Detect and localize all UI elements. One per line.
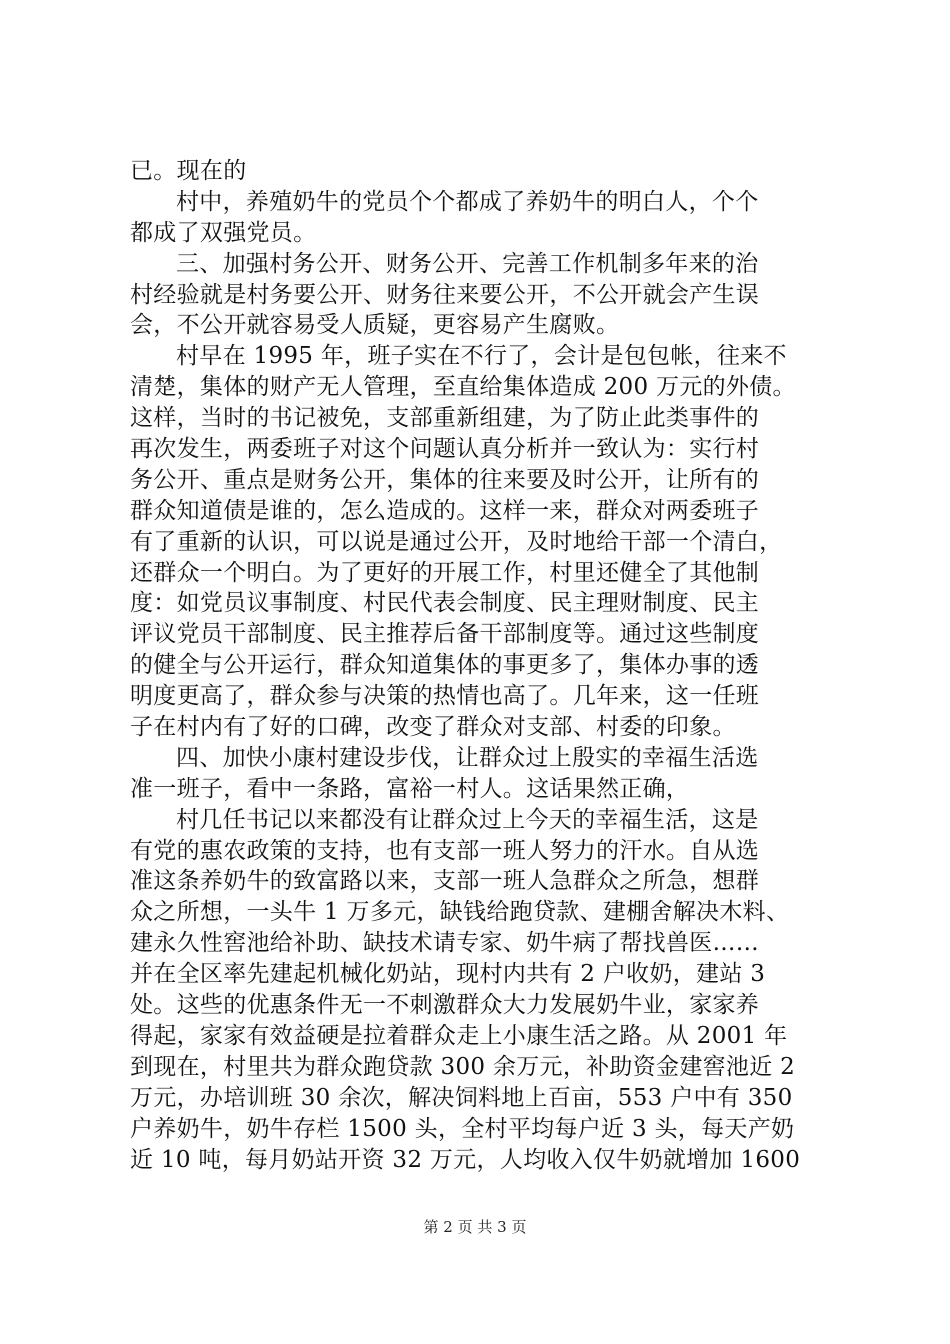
text-line: 四、加快小康村建设步伐，让群众过上殷实的幸福生活选 xyxy=(176,744,759,771)
text-line: 处。这些的优惠条件无一不刺激群众大力发展奶牛业，家家养 xyxy=(130,992,760,1019)
text-line: 村经验就是村务要公开、财务往来要公开，不公开就会产生误 xyxy=(130,281,760,308)
page-number-footer: 第 2 页 共 3 页 xyxy=(423,1218,527,1236)
text-line: 群众知道债是谁的，怎么造成的。这样一来，群众对两委班子 xyxy=(130,497,760,524)
document-body xyxy=(130,156,830,1175)
text-line: 有了重新的认识，可以说是通过公开，及时地给干部一个清白， xyxy=(130,528,783,555)
text-line: 并在全区率先建起机械化奶站，现村内共有 2 户收奶，建站 3 xyxy=(130,961,766,988)
text-line: 度：如党员议事制度、村民代表会制度、民主理财制度、民主 xyxy=(130,590,760,617)
text-line: 村几任书记以来都没有让群众过上今天的幸福生活，这是 xyxy=(176,806,759,833)
text-line: 的健全与公开运行，群众知道集体的事更多了，集体办事的透 xyxy=(130,652,760,679)
text-line: 明度更高了，群众参与决策的热情也高了。几年来，这一任班 xyxy=(130,683,760,710)
text-line: 评议党员干部制度、民主推荐后备干部制度等。通过这些制度 xyxy=(130,621,760,648)
text-line: 这样，当时的书记被免，支部重新组建，为了防止此类事件的 xyxy=(130,405,760,432)
text-line: 都成了双强党员。 xyxy=(130,219,317,246)
text-line: 务公开、重点是财务公开，集体的往来要及时公开，让所有的 xyxy=(130,466,760,493)
text-line: 会，不公开就容易受人质疑，更容易产生腐败。 xyxy=(130,312,620,339)
text-line: 有党的惠农政策的支持，也有支部一班人努力的汗水。自从选 xyxy=(130,837,760,864)
text-line: 建永久性窖池给补助、缺技术请专家、奶牛病了帮找兽医…… xyxy=(130,930,760,957)
text-line: 村早在 1995 年，班子实在不行了，会计是包包帐，往来不 xyxy=(176,343,787,370)
text-line: 子在村内有了好的口碑，改变了群众对支部、村委的印象。 xyxy=(130,714,736,741)
text-line: 准这条养奶牛的致富路以来，支部一班人急群众之所急，想群 xyxy=(130,868,760,895)
text-line: 清楚，集体的财产无人管理，至直给集体造成 200 万元的外债。 xyxy=(130,374,796,401)
text-line: 近 10 吨，每月奶站开资 32 万元，人均收入仅牛奶就增加 1600 xyxy=(130,1146,801,1173)
text-line: 再次发生，两委班子对这个问题认真分析并一致认为：实行村 xyxy=(130,436,760,463)
text-line: 到现在，村里共为群众跑贷款 300 余万元，补助资金建窖池近 2 xyxy=(130,1053,796,1080)
text-line: 村中，养殖奶牛的党员个个都成了养奶牛的明白人，个个 xyxy=(176,188,759,215)
text-line: 还群众一个明白。为了更好的开展工作，村里还健全了其他制 xyxy=(130,559,760,586)
text-line: 准一班子，看中一条路，富裕一村人。这话果然正确， xyxy=(130,775,690,802)
text-line: 万元，办培训班 30 余次，解决饲料地上百亩，553 户中有 350 xyxy=(130,1084,793,1111)
text-line: 得起，家家有效益硬是拉着群众走上小康生活之路。从 2001 年 xyxy=(130,1022,788,1049)
text-line: 众之所想，一头牛 1 万多元，缺钱给跑贷款、建棚舍解决木料、 xyxy=(130,899,790,926)
text-line: 三、加强村务公开、财务公开、完善工作机制多年来的治 xyxy=(176,250,759,277)
text-line: 户养奶牛，奶牛存栏 1500 头，全村平均每户近 3 头，每天产奶 xyxy=(130,1115,795,1142)
text-line: 已。现在的 xyxy=(130,158,247,184)
